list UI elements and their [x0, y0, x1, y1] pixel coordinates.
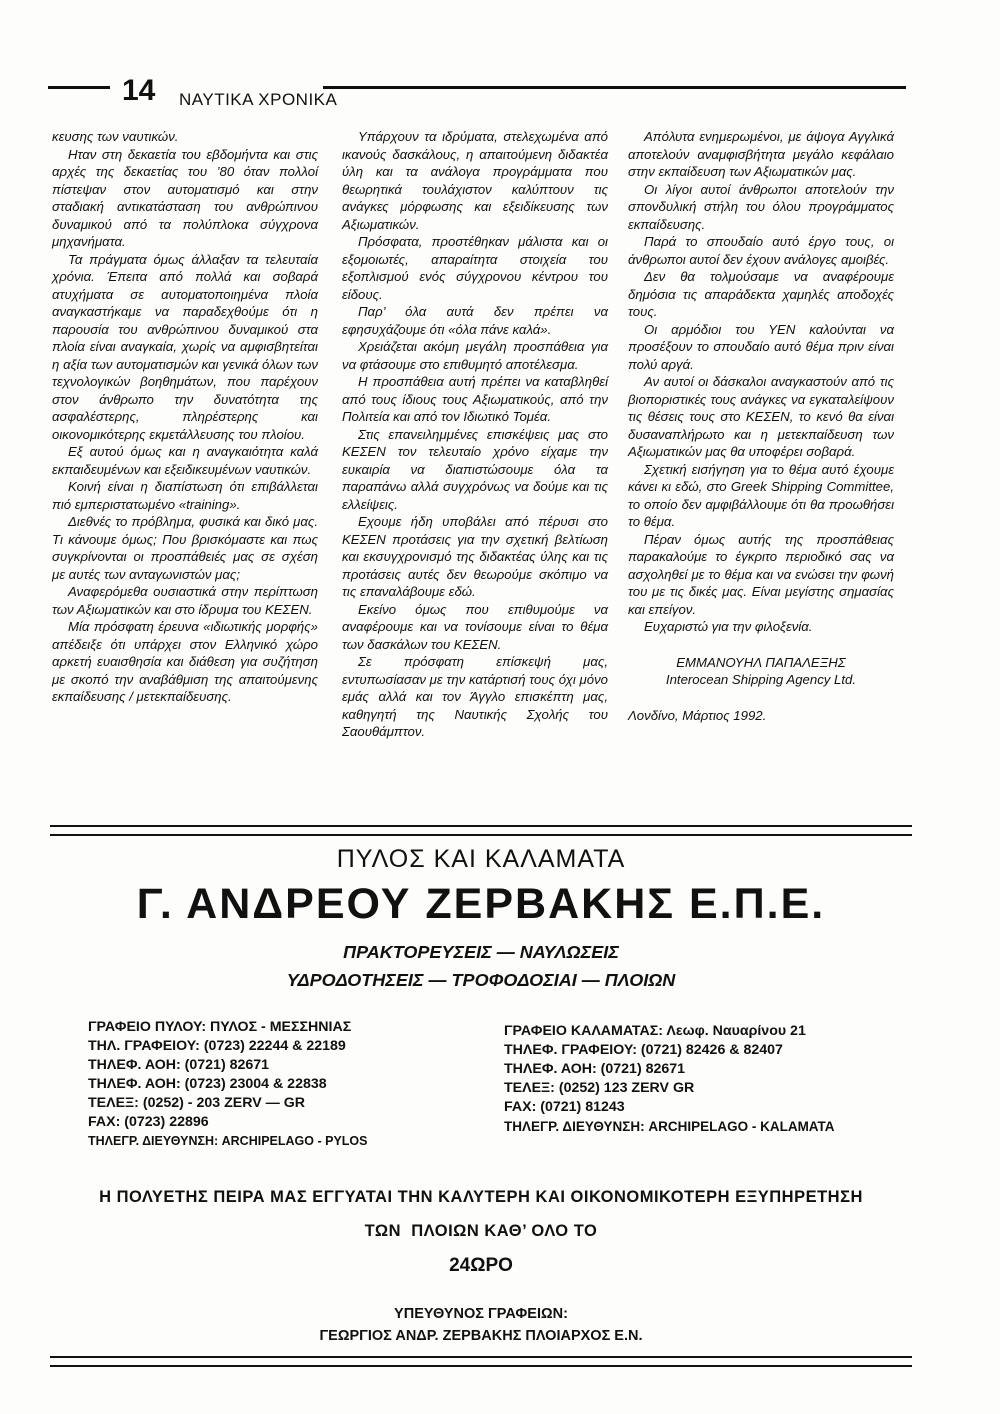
office-line: ΤΕΛΕΞ: (0252) - 203 ZERV — GR — [88, 1095, 306, 1111]
article-body — [52, 128, 912, 818]
paragraph: Σε πρόσφατη επίσκεψή μας, εντυπωσίασαν με την κατάρτισή τους όχι μόνο εμάς αλλά και τον Άγγλο επισκέπτη μας, καθηγητή της Ναυτικής Σχολής του Σαουθάμπτον. — [342, 654, 608, 739]
ad-border-bottom — [50, 1356, 912, 1367]
paragraph: Απόλυτα ενημερωμένοι, με άψογα Αγγλικά αποτελούν αναμφισβήτητα μεγάλο κεφάλαιο στην εκπαίδευση των Αξιωματικών μας. — [628, 129, 894, 179]
responsible-name: ΓΕΩΡΓΙΟΣ ΑΝΔΡ. ΖΕΡΒΑΚΗΣ ΠΛΟΙΑΡΧΟΣ Ε.Ν. — [319, 1328, 643, 1344]
paragraph: Ευχαριστώ για την φιλοξενία. — [644, 619, 813, 634]
publication-title: ΝΑΥΤΙΚΑ ΧΡΟΝΙΚΑ — [179, 90, 338, 109]
paragraph: Οι λίγοι αυτοί άνθρωποι αποτελούν την σπονδυλική στήλη του όλου προγράμματος εκπαίδευσης. — [628, 181, 894, 232]
ad-border-top — [50, 825, 912, 836]
article-column-3 — [628, 128, 894, 724]
office-line: ΤΗΛΕΦ. ΓΡΑΦΕΙΟΥ: (0721) 82426 & 82407 — [504, 1042, 783, 1058]
article-column-1 — [52, 128, 318, 706]
office-line: FAX: (0721) 81243 — [504, 1099, 625, 1115]
paragraph: Εξ αυτού όμως και η αναγκαιότητα καλά εκπαιδευμένων και εξειδικευμένων ναυτικών. — [52, 444, 318, 477]
header-rule-right — [323, 86, 906, 89]
paragraph: Σχετική εισήγηση για το θέμα αυτό έχουμε κάνει κι εδώ, στο Greek Shipping Committee, το οποίο δεν αμφιβάλλουμε ότι θα προωθήσει το θέμα. — [628, 461, 894, 529]
office-line: ΤΕΛΕΞ: (0252) 123 ZERV GR — [504, 1080, 695, 1096]
article-column-2 — [342, 128, 608, 741]
office-kalamata — [504, 1022, 835, 1136]
responsible-label: ΥΠΕΥΘΥΝΟΣ ΓΡΑΦΕΙΩΝ: — [394, 1306, 568, 1322]
services-line-2: ΥΔΡΟΔΟΤΗΣΕΙΣ — ΤΡΟΦΟΔΟΣΙΑΙ — ΠΛΟΙΩΝ — [286, 970, 676, 990]
office-line: ΤΗΛΕΦ. ΑΟΗ: (0723) 23004 & 22838 — [88, 1076, 327, 1092]
office-line: ΤΗΛ. ΓΡΑΦΕΙΟΥ: (0723) 22244 & 22189 — [88, 1038, 346, 1054]
services-line-1: ΠΡΑΚΤΟΡΕΥΣΕΙΣ — ΝΑΥΛΩΣΕΙΣ — [343, 942, 619, 962]
office-line: ΤΗΛΕΦ. ΑΟΗ: (0721) 82671 — [504, 1061, 686, 1077]
page-header — [48, 74, 906, 118]
paragraph: Δεν θα τολμούσαμε να αναφέρουμε δημόσια τις απαράδεκτα χαμηλές αποδοχές τους. — [628, 269, 894, 319]
paragraph: Χρειάζεται ακόμη μεγάλη προσπάθεια για να φτάσουμε στο επιθυμητό αποτέλεσμα. — [342, 339, 608, 372]
paragraph: Στις επανειλημμένες επισκέψεις μας στο ΚΕΣΕΝ τον τελευταίο χρόνο είχαμε την ευκαιρία να διαπιστώσουμε όλα τα παραπάνω αλλά συγχρόνως να δούμε και τις ελλείψεις. — [342, 426, 608, 512]
paragraph: Παρά το σπουδαίο αυτό έργο τους, οι άνθρωποι αυτοί δεν έχουν ανάλογες αμοιβές. — [628, 234, 894, 267]
paragraph: Αναφερόμεθα ουσιαστικά στην περίπτωση των Αξιωματικών και στο ίδρυμα του ΚΕΣΕΝ. — [52, 584, 318, 617]
paragraph: Η προσπάθεια αυτή πρέπει να καταβληθεί από τους ίδιους τους Αξιωματικούς, από την Πολιτεία και από τον Ιδιωτικό Τομέα. — [342, 374, 608, 424]
paragraph: Τα πράγματα όμως άλλαξαν τα τελευταία χρόνια. Έπειτα από πολλά και σοβαρά ατυχήματα σε αυτοματοποιημένα πλοία αναγκαστήκαμε να παραδεχθούμε ότι η παρουσία του ανθρώπινου δυναμικού στα πλοία είναι αναγκαία, χωρίς να αμφισβητείται η αξία των αυτοματισμών και γενικά όλων των τεχνολογικών βοηθημάτων, που παρέχουν στον άνθρωπο την δυνατότητα της ασφαλέστερης, πληρέστερης και οικονομικότερης εκμετάλλευσης του πλοίου. — [52, 251, 318, 442]
office-line: ΤΗΛΕΦ. ΑΟΗ: (0721) 82671 — [88, 1057, 270, 1073]
office-pylos — [88, 1018, 367, 1151]
paragraph: Αν αυτοί οι δάσκαλοι αναγκαστούν από τις βιοποριστικές τους ανάγκες να εγκαταλείψουν τις θέσεις τους στο ΚΕΣΕΝ, το κενό θα είναι δυσαναπλήρωτο και η μετεκπαίδευση των Αξιωματικών μας θα υποφέρει σοβαρά. — [628, 374, 894, 459]
paragraph: Διεθνές το πρόβλημα, φυσικά και δικό μας. Τι κάνουμε όμως; Που βρισκόμαστε και πως συγκρίνονται οι προσπάθειές μας σε σχέση με αυτές των ανταγωνιστών μας; — [52, 514, 318, 582]
paragraph: Υπάρχουν τα ιδρύματα, στελεχωμένα από ικανούς δασκάλους, η απαιτούμενη διδακτέα ύλη και τα ανάλογα προγράμματα που θεωρητικά τουλάχιστον καλύπτουν τις ανάγκες μόρφωσης και εξειδίκευσης των Αξιωματικών. — [342, 129, 608, 232]
office-line: ΓΡΑΦΕΙΟ ΠΥΛΟΥ: ΠΥΛΟΣ - ΜΕΣΣΗΝΙΑΣ — [88, 1019, 352, 1035]
ad-hours: 24ΩΡΟ — [449, 1255, 513, 1276]
paragraph: Παρ’ όλα αυτά δεν πρέπει να εφησυχάζουμε ότι «όλα πάνε καλά». — [342, 304, 608, 337]
paragraph: Πρόσφατα, προστέθηκαν μάλιστα και οι εξομοιωτές, απαραίτητα στοιχεία του εξοπλισμού ενός σύγχρονου κέντρου του είδους. — [342, 234, 608, 302]
paragraph: Πέραν όμως αυτής της προσπάθειας παρακαλούμε το έγκριτο περιοδικό σας να ασχοληθεί με το θέμα και να ενώσει την φωνή του με τις δικές μας. Είναι μεγίστης σημασίας και επείγον. — [628, 531, 894, 617]
ad-services — [50, 938, 912, 994]
paragraph: Μία πρόσφατη έρευνα «ιδιωτικής μορφής» απέδειξε ότι υπάρχει στον Ελληνικό χώρο αρκετή ευαισθησία και διάθεση για συζήτηση με σκοπό την αναβάθμιση της απαιτούμενης εκπαίδευσης / μετεκπαίδευσης. — [52, 619, 318, 704]
office-line: ΤΗΛΕΓΡ. ΔΙΕΥΘΥΝΣΗ: ARCHIPELAGO - KALAMATA — [504, 1119, 835, 1134]
office-line: ΤΗΛΕΓΡ. ΔΙΕΥΘΥΝΣΗ: ARCHIPELAGO - PYLOS — [88, 1134, 368, 1148]
paragraph: κευσης των ναυτικών. — [52, 129, 179, 144]
ad-responsible — [50, 1303, 912, 1347]
paragraph: Ηταν στη δεκαετία του εβδομήντα και στις αρχές της δεκαετίας του ’80 όταν πολλοί πίστεψαν στον αυτοματισμό και στην σταδιακή αντικατάσταση του ανθρώπινου δυναμικού από τα πολύπλοκα σύγχρονα μηχανήματα. — [52, 146, 318, 249]
office-line: ΓΡΑΦΕΙΟ ΚΑΛΑΜΑΤΑΣ: Λεωφ. Ναυαρίνου 21 — [504, 1023, 806, 1039]
paragraph: Εκείνο όμως που επιθυμούμε να αναφέρουμε και να τονίσουμε είναι το θέμα των δασκάλων του ΚΕΣΕΝ. — [342, 601, 608, 652]
page-number: 14 — [122, 74, 156, 107]
author-signature — [628, 654, 894, 689]
ad-company-name: Γ. ΑΝΔΡΕΟΥ ΖΕΡΒΑΚΗΣ Ε.Π.Ε. — [136, 880, 826, 928]
paragraph: Εχουμε ήδη υποβάλει από πέρυσι στο ΚΕΣΕΝ προτάσεις για την σχετική βελτίωση και εκσυγχρονισμό της διδακτέας ύλης και τις προτάσεις αυτές δεν θεωρούμε σκόπιμο να τις επαναλάβουμε εδώ. — [342, 514, 608, 599]
ad-slogan — [50, 1180, 912, 1248]
slogan-line-1: Η ΠΟΛΥΕΤΗΣ ΠΕΙΡΑ ΜΑΣ ΕΓΓΥΑΤΑΙ ΤΗΝ ΚΑΛΥΤΕΡΗ ΚΑΙ ΟΙΚΟΝΟΜΙΚΟΤΕΡΗ ΕΞΥΠΗΡΕΤΗΣΗ — [99, 1188, 863, 1206]
header-rule-left — [48, 86, 110, 89]
office-line: FAX: (0723) 22896 — [88, 1114, 209, 1130]
place-date: Λονδίνο, Μάρτιος 1992. — [628, 707, 767, 723]
author-name: ΕΜΜΑΝΟΥΗΛ ΠΑΠΑΛΕΞΗΣ — [676, 654, 846, 670]
ad-location: ΠΥΛΟΣ ΚΑΙ ΚΑΛΑΜΑΤΑ — [336, 845, 626, 873]
author-company: Interocean Shipping Agency Ltd. — [665, 672, 857, 687]
slogan-line-2: ΤΩΝ ΠΛΟΙΩΝ ΚΑΘ’ ΟΛΟ ΤΟ — [364, 1222, 598, 1240]
paragraph: Κοινή είναι η διαπίστωση ότι επιβάλλεται πιό εμπεριστατωμένο «training». — [52, 479, 318, 512]
paragraph: Οι αρμόδιοι του ΥΕΝ καλούνται να προσέξουν το σπουδαίο αυτό θέμα πριν είναι πολύ αργά. — [628, 321, 894, 372]
